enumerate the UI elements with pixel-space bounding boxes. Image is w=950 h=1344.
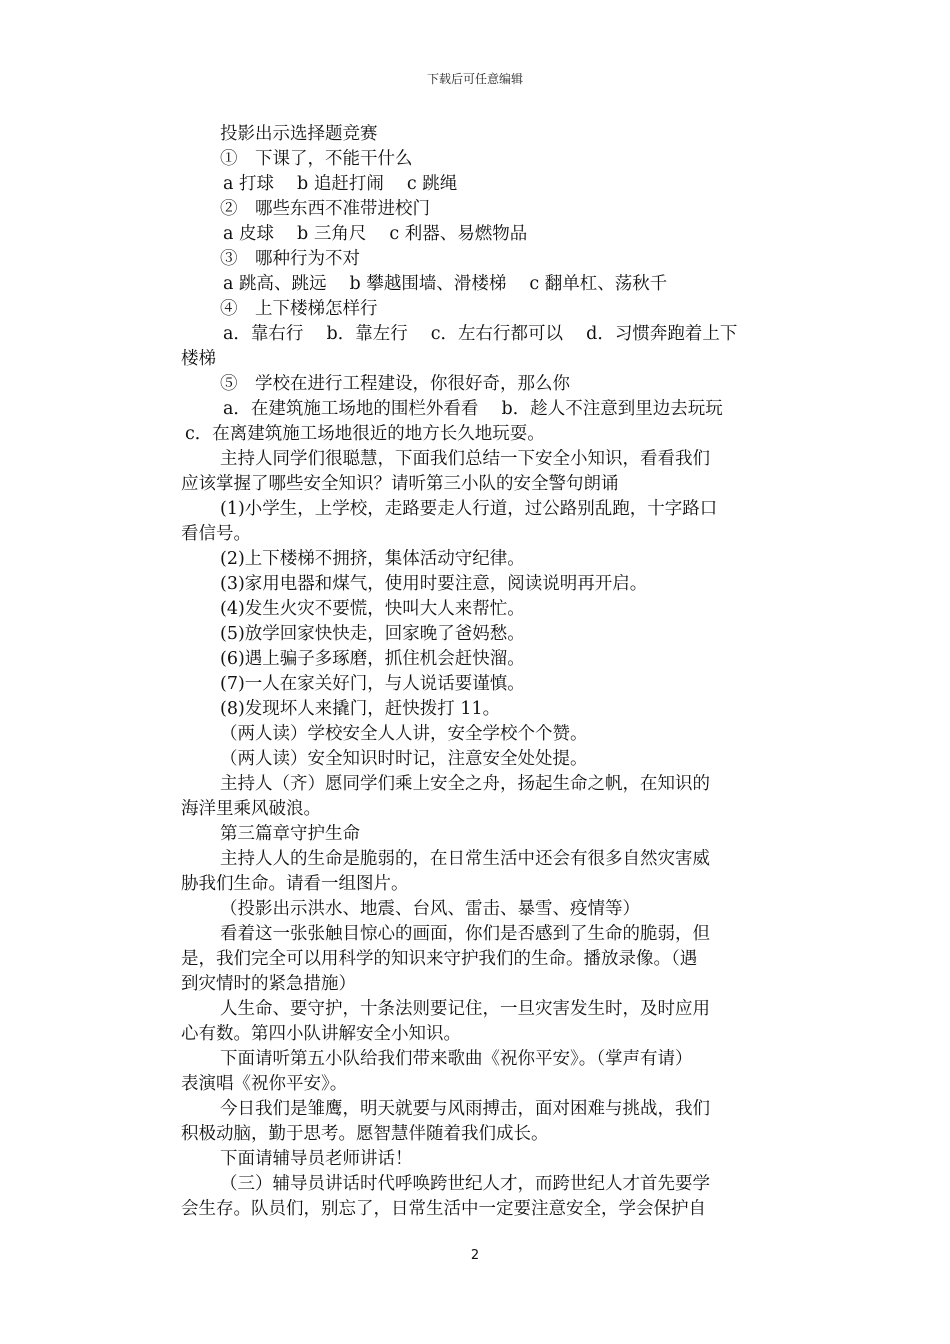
text-line: (1)小学生，上学校，走路要走人行道，过公路别乱跑，十字路口 <box>220 499 718 519</box>
text-line: 主持人人的生命是脆弱的，在日常生活中还会有很多自然灾害威 <box>220 849 710 869</box>
text-line: a 跳高、跳远 b 攀越围墙、滑楼梯 c 翻单杠、荡秋千 <box>223 274 668 294</box>
text-line: (2)上下楼梯不拥挤，集体活动守纪律。 <box>220 549 525 569</box>
text-line: 是，我们完全可以用科学的知识来守护我们的生命。播放录像。（遇 <box>181 949 698 969</box>
text-line: a 皮球 b 三角尺 c 利器、易燃物品 <box>223 224 528 244</box>
text-line: 今日我们是雏鹰，明天就要与风雨搏击，面对困难与挑战，我们 <box>220 1099 710 1119</box>
text-line: 第三篇章守护生命 <box>220 824 360 844</box>
text-line: ⑤ 学校在进行工程建设，你很好奇，那么你 <box>220 374 570 394</box>
text-line: a 打球 b 追赶打闹 c 跳绳 <box>223 174 458 194</box>
text-line: 海洋里乘风破浪。 <box>181 799 321 819</box>
text-line: ③ 哪种行为不对 <box>220 249 360 269</box>
text-line: a．靠右行 b．靠左行 c．左右行都可以 d．习惯奔跑着上下 <box>223 324 738 344</box>
text-line: (3)家用电器和煤气，使用时要注意，阅读说明再开启。 <box>220 574 648 594</box>
page-number: 2 <box>470 1248 480 1263</box>
text-line: （两人读）安全知识时时记，注意安全处处提。 <box>220 749 588 769</box>
text-line: 下面请辅导员老师讲话！ <box>220 1149 413 1169</box>
text-line: 到灾情时的紧急措施） <box>181 974 356 994</box>
text-line: 应该掌握了哪些安全知识？请听第三小队的安全警句朗诵 <box>181 474 619 494</box>
text-line: (4)发生火灾不要慌，快叫大人来帮忙。 <box>220 599 525 619</box>
text-line: 投影出示选择题竞赛 <box>220 124 378 144</box>
text-line: 心有数。第四小队讲解安全小知识。 <box>181 1024 461 1044</box>
text-line: 会生存。队员们，别忘了，日常生活中一定要注意安全，学会保护自 <box>181 1199 706 1219</box>
text-line: （两人读）学校安全人人讲，安全学校个个赞。 <box>220 724 588 744</box>
text-line: 积极动脑，勤于思考。愿智慧伴随着我们成长。 <box>181 1124 549 1144</box>
text-line: ② 哪些东西不准带进校门 <box>220 199 430 219</box>
text-line: 主持人（齐）愿同学们乘上安全之舟，扬起生命之帆，在知识的 <box>220 774 710 794</box>
text-line: ④ 上下楼梯怎样行 <box>220 299 378 319</box>
document-body <box>181 122 766 1222</box>
text-line: (8)发现坏人来撬门，赶快拨打 11。 <box>220 699 501 719</box>
text-line: 下面请听第五小队给我们带来歌曲《祝你平安》。（掌声有请） <box>220 1049 693 1069</box>
text-line: 胁我们生命。请看一组图片。 <box>181 874 409 894</box>
text-line: 表演唱《祝你平安》。 <box>181 1074 348 1094</box>
text-line: 看信号。 <box>181 524 251 544</box>
text-line: (7)一人在家关好门，与人说话要谨慎。 <box>220 674 525 694</box>
text-line: (5)放学回家快快走，回家晚了爸妈愁。 <box>220 624 525 644</box>
text-line: 楼梯 <box>181 349 216 369</box>
text-line: a．在建筑施工场地的围栏外看看 b．趁人不注意到里边去玩玩 <box>223 399 723 419</box>
text-line: （投影出示洪水、地震、台风、雷击、暴雪、疫情等） <box>220 899 640 919</box>
text-line: ① 下课了，不能干什么 <box>220 149 413 169</box>
text-line: c．在离建筑施工场地很近的地方长久地玩耍。 <box>185 424 545 444</box>
text-line: 人生命、要守护，十条法则要记住，一旦灾害发生时，及时应用 <box>220 999 710 1019</box>
text-line: 主持人同学们很聪慧，下面我们总结一下安全小知识，看看我们 <box>220 449 710 469</box>
text-line: (6)遇上骗子多琢磨，抓住机会赶快溜。 <box>220 649 525 669</box>
text-line: （三）辅导员讲话时代呼唤跨世纪人才，而跨世纪人才首先要学 <box>220 1174 710 1194</box>
text-line: 看着这一张张触目惊心的画面，你们是否感到了生命的脆弱，但 <box>220 924 710 944</box>
page-header: 下载后可任意编辑 <box>426 72 523 86</box>
